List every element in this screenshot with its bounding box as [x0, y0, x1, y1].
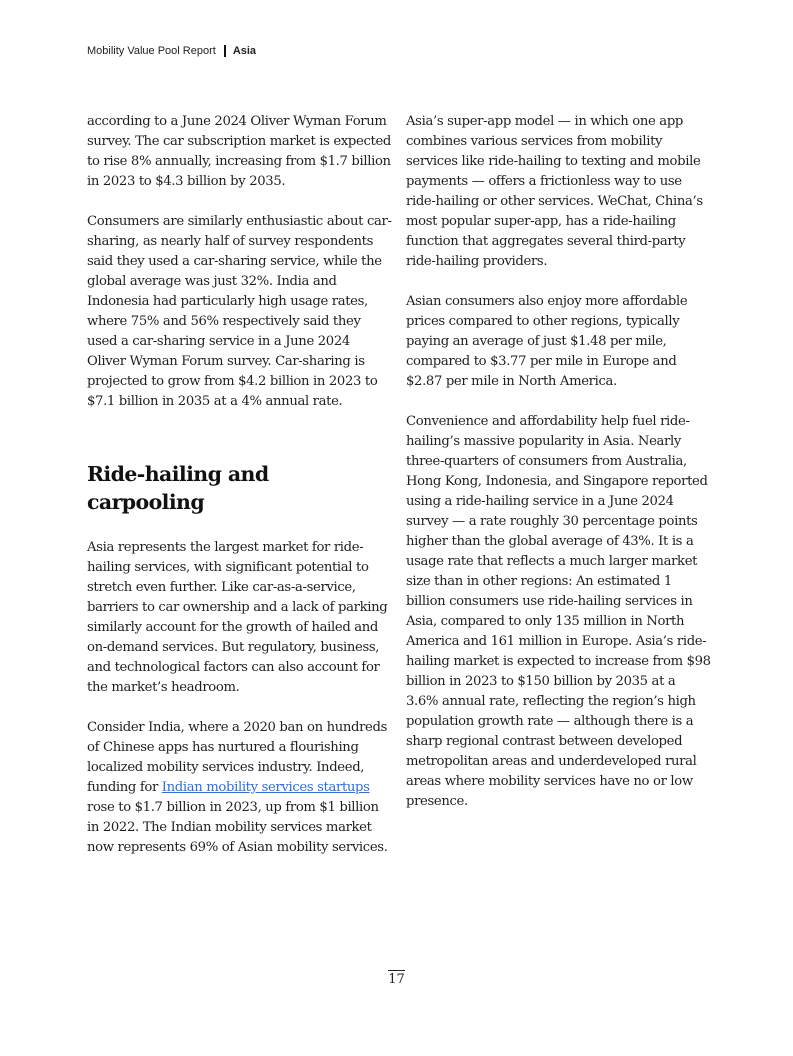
header-region: Asia — [232, 45, 257, 57]
pricing-paragraph: Asian consumers also enjoy more affordable prices compared to other regions, typically paying an average of just $1.48 per mile, compared to $3.77 per mile in Europe and $2.87 per mile in North America. — [406, 294, 688, 389]
left-column — [87, 112, 392, 878]
india-text-before-link: Consider India, where a 2020 ban on hundreds of Chinese apps has nurtured a flourishing localized mobility services industry. Indeed, funding for — [87, 720, 388, 795]
right-column — [406, 112, 711, 832]
car-subscription-paragraph: according to a June 2024 Oliver Wyman Forum survey. The car subscription market is expected to rise 8% annually, increasing from $1.7 billion in 2023 to $4.3 billion by 2035. — [87, 114, 391, 189]
running-header — [87, 45, 256, 57]
indian-startups-link[interactable]: Indian mobility services startups — [161, 780, 370, 795]
india-paragraph — [87, 718, 392, 858]
section-heading: Ride-hailing and carpooling — [87, 462, 269, 514]
ride-hailing-market-paragraph: Asia represents the largest market for ride-hailing services, with significant potential to stretch even further. Like car-as-a-service, barriers to car ownership and a lack of parking similarly account for the growth of hailed and on-demand services. But regulatory, business, and technological factors can also account for the market’s headroom. — [87, 540, 388, 695]
section-spacer — [87, 432, 392, 460]
page-number-value: 17 — [388, 972, 405, 987]
convenience-paragraph: Convenience and affordability help fuel ride-hailing’s massive popularity in Asia. Nearly three-quarters of consumers from Australia, Hong Kong, Indonesia, and Singapore reported using a ride-hailing service in a June 2024 survey — a rate roughly 30 percentage points higher than the global average of 43%. It is a usage rate that reflects a much larger market size than in other regions: An estimated 1 billion consumers use ride-hailing services in Asia, compared to only 135 million in North America and 161 million in Europe. Asia’s ride-hailing market is expected to increase from $98 billion in 2023 to $150 billion by 2035 at a 3.6% annual rate, reflecting the region’s high population growth rate — although there is a sharp regional contrast between developed metropolitan areas and underdeveloped rural areas where mobility services have no or low presence. — [406, 414, 711, 809]
header-separator — [224, 45, 226, 57]
car-sharing-paragraph: Consumers are similarly enthusiastic about car-sharing, as nearly half of survey respondents said they used a car-sharing service, while the global average was just 32%. India and Indonesia had particularly high usage rates, where 75% and 56% respectively said they used a car-sharing service in a June 2024 Oliver Wyman Forum survey. Car-sharing is projected to grow from $4.2 billion in 2023 to $7.1 billion in 2035 at a 4% annual rate. — [87, 214, 392, 409]
super-app-paragraph: Asia’s super-app model — in which one app combines various services from mobility services like ride-hailing to texting and mobile payments — offers a frictionless way to use ride-hailing or other services. WeChat, China’s most popular super-app, has a ride-hailing function that aggregates several third-party ride-hailing providers. — [406, 114, 703, 269]
india-text-after-link: rose to $1.7 billion in 2023, up from $1 billion in 2022. The Indian mobility services market now represents 69% of Asian mobility services. — [87, 800, 388, 855]
report-title: Mobility Value Pool Report — [87, 45, 216, 57]
page-number — [0, 972, 793, 987]
